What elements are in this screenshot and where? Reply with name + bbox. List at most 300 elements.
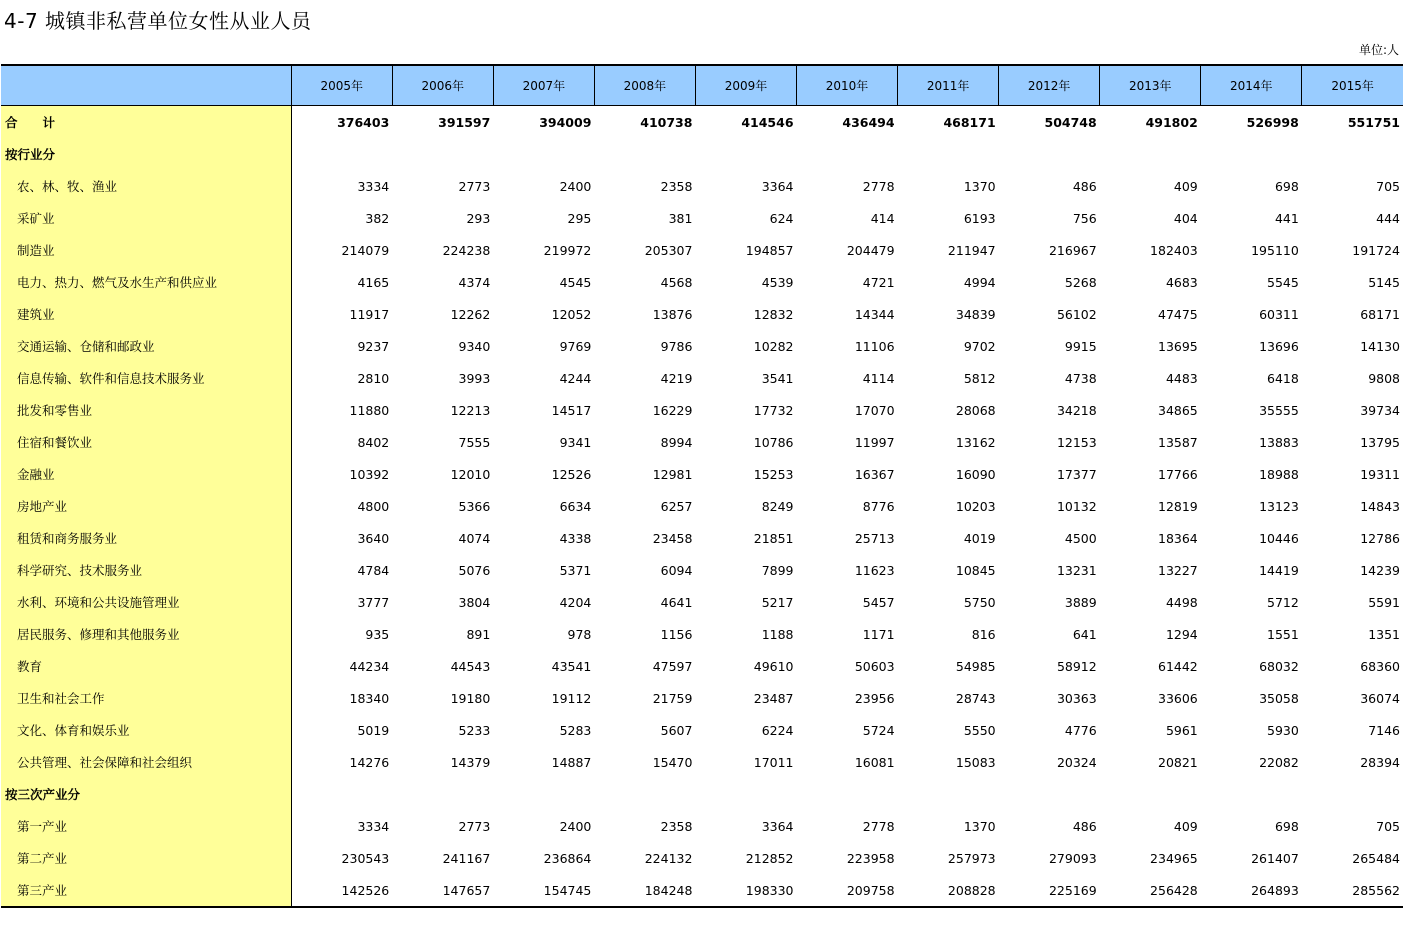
value-cell: 12010 [450, 466, 491, 482]
value-cell: 1351 [1368, 626, 1400, 642]
value-cell [1100, 778, 1201, 810]
value-cell: 1551 [1267, 626, 1299, 642]
value-cell: 2400 [559, 818, 592, 834]
value-cell: 18340 [349, 690, 390, 706]
year-header: 2014年 [1201, 65, 1302, 106]
row-label: 水利、环境和公共设施管理业 [1, 586, 291, 618]
value-cell: 7555 [458, 434, 491, 450]
row-label: 交通运输、仓储和邮政业 [1, 330, 291, 362]
value-cell: 18988 [1259, 466, 1299, 482]
value-cell: 14419 [1259, 562, 1299, 578]
value-cell: 14379 [450, 754, 491, 770]
value-cell: 551751 [1347, 114, 1400, 130]
table-row [1, 746, 1403, 778]
table-row [1, 618, 1403, 650]
value-cell [392, 138, 493, 170]
value-cell [1100, 138, 1201, 170]
value-cell: 8402 [357, 434, 390, 450]
value-cell: 9769 [559, 338, 592, 354]
value-cell: 16090 [955, 466, 996, 482]
year-header: 2013年 [1100, 65, 1201, 106]
value-cell: 47597 [652, 658, 693, 674]
value-cell: 410738 [640, 114, 693, 130]
value-cell: 1370 [963, 178, 996, 194]
value-cell: 14276 [349, 754, 390, 770]
value-cell: 39734 [1360, 402, 1400, 418]
value-cell: 15253 [753, 466, 794, 482]
value-cell: 3640 [357, 530, 390, 546]
value-cell: 3334 [357, 818, 390, 834]
value-cell: 11623 [854, 562, 895, 578]
value-cell: 214079 [341, 242, 390, 258]
value-cell: 10282 [753, 338, 794, 354]
value-cell [898, 778, 999, 810]
value-cell: 486 [1072, 178, 1097, 194]
value-cell: 35555 [1259, 402, 1299, 418]
table-row [1, 586, 1403, 618]
value-cell: 11106 [854, 338, 895, 354]
value-cell: 19311 [1360, 466, 1400, 482]
value-cell: 4539 [761, 274, 794, 290]
value-cell [493, 138, 594, 170]
value-cell: 409 [1173, 818, 1198, 834]
value-cell: 44234 [349, 658, 390, 674]
value-cell: 13227 [1158, 562, 1198, 578]
table-row [1, 362, 1403, 394]
value-cell: 15083 [955, 754, 996, 770]
year-header: 2005年 [291, 65, 392, 106]
value-cell: 705 [1376, 818, 1400, 834]
value-cell: 2358 [660, 818, 693, 834]
value-cell: 7899 [761, 562, 794, 578]
value-cell: 19112 [551, 690, 592, 706]
value-cell: 68360 [1360, 658, 1400, 674]
value-cell: 705 [1376, 178, 1400, 194]
value-cell: 182403 [1150, 242, 1198, 258]
row-label: 第一产业 [1, 810, 291, 842]
table-row [1, 714, 1403, 746]
section-row [1, 138, 1403, 170]
data-table [1, 64, 1403, 908]
table-row [1, 874, 1403, 907]
value-cell: 61442 [1158, 658, 1198, 674]
value-cell: 6094 [660, 562, 693, 578]
value-cell: 7146 [1368, 722, 1400, 738]
value-cell: 34218 [1056, 402, 1097, 418]
value-cell: 8249 [761, 498, 794, 514]
year-header: 2012年 [999, 65, 1100, 106]
value-cell: 25713 [854, 530, 895, 546]
value-cell: 224238 [442, 242, 491, 258]
value-cell: 17011 [753, 754, 794, 770]
value-cell: 4784 [357, 562, 390, 578]
table-body [1, 106, 1403, 908]
year-header: 2006年 [392, 65, 493, 106]
value-cell: 34865 [1158, 402, 1198, 418]
value-cell: 8994 [660, 434, 693, 450]
value-cell [493, 778, 594, 810]
value-cell: 261407 [1251, 850, 1299, 866]
value-cell: 698 [1274, 818, 1299, 834]
value-cell: 2773 [458, 178, 491, 194]
value-cell: 35058 [1259, 690, 1299, 706]
value-cell: 756 [1072, 210, 1097, 226]
value-cell: 13883 [1259, 434, 1299, 450]
value-cell: 5366 [458, 498, 491, 514]
section-row [1, 778, 1403, 810]
value-cell: 8776 [862, 498, 895, 514]
value-cell: 5457 [862, 594, 895, 610]
value-cell: 381 [668, 210, 693, 226]
table-row [1, 202, 1403, 234]
table-row [1, 554, 1403, 586]
value-cell: 526998 [1246, 114, 1299, 130]
value-cell: 14344 [854, 306, 895, 322]
value-cell: 13876 [652, 306, 693, 322]
value-cell: 4219 [660, 370, 693, 386]
row-label: 房地产业 [1, 490, 291, 522]
value-cell: 2810 [357, 370, 390, 386]
value-cell: 205307 [644, 242, 693, 258]
value-cell: 6257 [660, 498, 693, 514]
value-cell: 234965 [1150, 850, 1198, 866]
value-cell: 698 [1274, 178, 1299, 194]
row-label: 第二产业 [1, 842, 291, 874]
value-cell: 13231 [1056, 562, 1097, 578]
value-cell: 10845 [955, 562, 996, 578]
value-cell: 44543 [450, 658, 491, 674]
value-cell [695, 778, 796, 810]
value-cell: 3541 [761, 370, 794, 386]
value-cell: 12213 [450, 402, 491, 418]
value-cell: 4721 [862, 274, 895, 290]
value-cell: 5961 [1165, 722, 1198, 738]
value-cell: 12981 [652, 466, 693, 482]
value-cell: 414546 [741, 114, 794, 130]
value-cell: 11917 [349, 306, 390, 322]
value-cell: 6193 [963, 210, 996, 226]
value-cell: 11880 [349, 402, 390, 418]
value-cell: 9237 [357, 338, 390, 354]
value-cell: 1370 [963, 818, 996, 834]
value-cell: 3334 [357, 178, 390, 194]
value-cell: 13795 [1360, 434, 1400, 450]
value-cell [594, 138, 695, 170]
value-cell [797, 778, 898, 810]
row-label: 金融业 [1, 458, 291, 490]
row-label: 居民服务、修理和其他服务业 [1, 618, 291, 650]
value-cell: 436494 [842, 114, 895, 130]
value-cell: 9808 [1368, 370, 1400, 386]
value-cell: 5930 [1267, 722, 1299, 738]
value-cell: 225169 [999, 874, 1100, 907]
value-cell: 10446 [1259, 530, 1299, 546]
value-cell: 5607 [660, 722, 693, 738]
value-cell: 23487 [753, 690, 794, 706]
header-row [1, 65, 1403, 106]
value-cell: 224132 [644, 850, 693, 866]
value-cell: 58912 [1056, 658, 1097, 674]
value-cell: 2358 [660, 178, 693, 194]
value-cell: 28743 [955, 690, 996, 706]
value-cell: 4641 [660, 594, 693, 610]
value-cell: 19180 [450, 690, 491, 706]
value-cell: 4738 [1064, 370, 1097, 386]
value-cell: 3364 [761, 178, 794, 194]
value-cell: 17070 [854, 402, 895, 418]
value-cell: 3993 [458, 370, 491, 386]
value-cell: 10392 [349, 466, 390, 482]
value-cell: 4019 [963, 530, 996, 546]
value-cell: 3889 [1064, 594, 1097, 610]
table-row [1, 298, 1403, 330]
value-cell: 23458 [652, 530, 693, 546]
value-cell: 16229 [652, 402, 693, 418]
value-cell: 3804 [458, 594, 491, 610]
value-cell: 5750 [963, 594, 996, 610]
value-cell [1201, 138, 1302, 170]
value-cell: 4165 [357, 274, 390, 290]
value-cell: 376403 [337, 114, 390, 130]
value-cell [594, 778, 695, 810]
year-header: 2009年 [695, 65, 796, 106]
total-row [1, 106, 1403, 139]
value-cell: 211947 [947, 242, 996, 258]
value-cell: 15470 [652, 754, 693, 770]
value-cell: 14843 [1360, 498, 1400, 514]
value-cell: 256428 [1100, 874, 1201, 907]
value-cell: 9341 [559, 434, 592, 450]
value-cell: 1188 [761, 626, 794, 642]
value-cell: 212852 [745, 850, 794, 866]
value-cell [999, 778, 1100, 810]
row-label: 信息传输、软件和信息技术服务业 [1, 362, 291, 394]
value-cell: 68171 [1360, 306, 1400, 322]
value-cell: 10203 [955, 498, 996, 514]
value-cell: 4498 [1165, 594, 1198, 610]
value-cell: 21759 [652, 690, 693, 706]
value-cell: 184248 [594, 874, 695, 907]
value-cell: 4800 [357, 498, 390, 514]
value-cell: 394009 [539, 114, 592, 130]
value-cell: 9915 [1064, 338, 1097, 354]
value-cell: 4683 [1165, 274, 1198, 290]
value-cell: 12052 [551, 306, 592, 322]
value-cell: 13162 [955, 434, 996, 450]
value-cell: 624 [769, 210, 794, 226]
year-header: 2015年 [1302, 65, 1403, 106]
value-cell [392, 778, 493, 810]
value-cell: 20324 [1056, 754, 1097, 770]
value-cell: 6634 [559, 498, 592, 514]
value-cell: 468171 [943, 114, 996, 130]
value-cell: 5712 [1267, 594, 1299, 610]
value-cell: 216967 [1048, 242, 1097, 258]
value-cell: 154745 [493, 874, 594, 907]
value-cell: 404 [1173, 210, 1198, 226]
value-cell: 4244 [559, 370, 592, 386]
value-cell: 4568 [660, 274, 693, 290]
value-cell: 3364 [761, 818, 794, 834]
value-cell: 14517 [551, 402, 592, 418]
row-label: 采矿业 [1, 202, 291, 234]
table-row [1, 842, 1403, 874]
table-row [1, 266, 1403, 298]
value-cell: 219972 [543, 242, 592, 258]
value-cell: 14887 [551, 754, 592, 770]
value-cell: 6224 [761, 722, 794, 738]
value-cell: 54985 [955, 658, 996, 674]
row-label: 农、林、牧、渔业 [1, 170, 291, 202]
value-cell: 1156 [660, 626, 693, 642]
value-cell: 191724 [1352, 242, 1400, 258]
value-cell: 5217 [761, 594, 794, 610]
value-cell: 5371 [559, 562, 592, 578]
row-label: 电力、热力、燃气及水生产和供应业 [1, 266, 291, 298]
value-cell: 18364 [1158, 530, 1198, 546]
value-cell [291, 138, 392, 170]
value-cell: 208828 [898, 874, 999, 907]
value-cell: 5591 [1368, 594, 1400, 610]
value-cell: 68032 [1259, 658, 1299, 674]
table-row [1, 330, 1403, 362]
value-cell: 4338 [559, 530, 592, 546]
value-cell: 13696 [1259, 338, 1299, 354]
value-cell: 13695 [1158, 338, 1198, 354]
value-cell: 414 [870, 210, 895, 226]
value-cell: 491802 [1145, 114, 1198, 130]
value-cell: 17377 [1056, 466, 1097, 482]
row-label: 公共管理、社会保障和社会组织 [1, 746, 291, 778]
value-cell: 14239 [1360, 562, 1400, 578]
value-cell: 241167 [442, 850, 491, 866]
value-cell: 20821 [1158, 754, 1198, 770]
value-cell: 891 [466, 626, 491, 642]
value-cell: 6418 [1267, 370, 1299, 386]
value-cell: 14130 [1360, 338, 1400, 354]
value-cell: 279093 [1048, 850, 1097, 866]
value-cell: 978 [567, 626, 592, 642]
value-cell: 13587 [1158, 434, 1198, 450]
value-cell: 12526 [551, 466, 592, 482]
table-row [1, 426, 1403, 458]
row-label: 批发和零售业 [1, 394, 291, 426]
row-label: 科学研究、技术服务业 [1, 554, 291, 586]
row-label: 制造业 [1, 234, 291, 266]
value-cell: 391597 [438, 114, 491, 130]
header-corner-cell [1, 65, 291, 106]
row-label: 卫生和社会工作 [1, 682, 291, 714]
value-cell: 2773 [458, 818, 491, 834]
table-row [1, 650, 1403, 682]
row-label: 租赁和商务服务业 [1, 522, 291, 554]
value-cell: 56102 [1056, 306, 1097, 322]
value-cell: 504748 [1044, 114, 1097, 130]
value-cell: 4545 [559, 274, 592, 290]
value-cell: 2778 [862, 818, 895, 834]
value-cell: 28394 [1360, 754, 1400, 770]
value-cell: 4114 [862, 370, 895, 386]
row-label: 按行业分 [1, 138, 291, 170]
table-row [1, 234, 1403, 266]
value-cell: 17732 [753, 402, 794, 418]
table-row [1, 810, 1403, 842]
value-cell: 4500 [1064, 530, 1097, 546]
value-cell: 293 [466, 210, 491, 226]
value-cell: 641 [1072, 626, 1097, 642]
value-cell: 36074 [1360, 690, 1400, 706]
value-cell: 236864 [543, 850, 592, 866]
value-cell: 2778 [862, 178, 895, 194]
value-cell: 198330 [695, 874, 796, 907]
value-cell: 43541 [551, 658, 592, 674]
value-cell: 2400 [559, 178, 592, 194]
value-cell: 1294 [1165, 626, 1198, 642]
value-cell: 4204 [559, 594, 592, 610]
value-cell: 12786 [1360, 530, 1400, 546]
value-cell: 5145 [1368, 274, 1400, 290]
value-cell: 10786 [753, 434, 794, 450]
row-label: 教育 [1, 650, 291, 682]
value-cell [291, 778, 392, 810]
table-row [1, 490, 1403, 522]
value-cell: 265484 [1352, 850, 1400, 866]
value-cell: 142526 [291, 874, 392, 907]
row-label: 住宿和餐饮业 [1, 426, 291, 458]
row-label: 合 计 [1, 106, 291, 139]
value-cell: 257973 [947, 850, 996, 866]
value-cell: 50603 [854, 658, 895, 674]
value-cell: 23956 [854, 690, 895, 706]
value-cell: 441 [1274, 210, 1299, 226]
value-cell: 194857 [745, 242, 794, 258]
value-cell: 9702 [963, 338, 996, 354]
value-cell: 9340 [458, 338, 491, 354]
value-cell: 12832 [753, 306, 794, 322]
value-cell: 30363 [1056, 690, 1097, 706]
value-cell: 5545 [1267, 274, 1299, 290]
value-cell: 204479 [846, 242, 895, 258]
value-cell: 444 [1376, 210, 1400, 226]
value-cell: 3777 [357, 594, 390, 610]
value-cell: 4776 [1064, 722, 1097, 738]
value-cell [1302, 778, 1403, 810]
value-cell: 486 [1072, 818, 1097, 834]
value-cell: 11997 [854, 434, 895, 450]
value-cell: 4074 [458, 530, 491, 546]
row-label: 文化、体育和娱乐业 [1, 714, 291, 746]
value-cell: 13123 [1259, 498, 1299, 514]
year-header: 2007年 [493, 65, 594, 106]
value-cell: 21851 [753, 530, 794, 546]
value-cell: 33606 [1158, 690, 1198, 706]
value-cell: 4483 [1165, 370, 1198, 386]
value-cell: 10132 [1056, 498, 1097, 514]
value-cell [1302, 138, 1403, 170]
value-cell: 816 [971, 626, 996, 642]
year-header: 2008年 [594, 65, 695, 106]
value-cell: 34839 [955, 306, 996, 322]
value-cell: 4374 [458, 274, 491, 290]
value-cell: 935 [365, 626, 390, 642]
table-row [1, 522, 1403, 554]
value-cell: 60311 [1259, 306, 1299, 322]
value-cell [797, 138, 898, 170]
value-cell: 5550 [963, 722, 996, 738]
value-cell: 147657 [392, 874, 493, 907]
value-cell: 5283 [559, 722, 592, 738]
value-cell: 5076 [458, 562, 491, 578]
